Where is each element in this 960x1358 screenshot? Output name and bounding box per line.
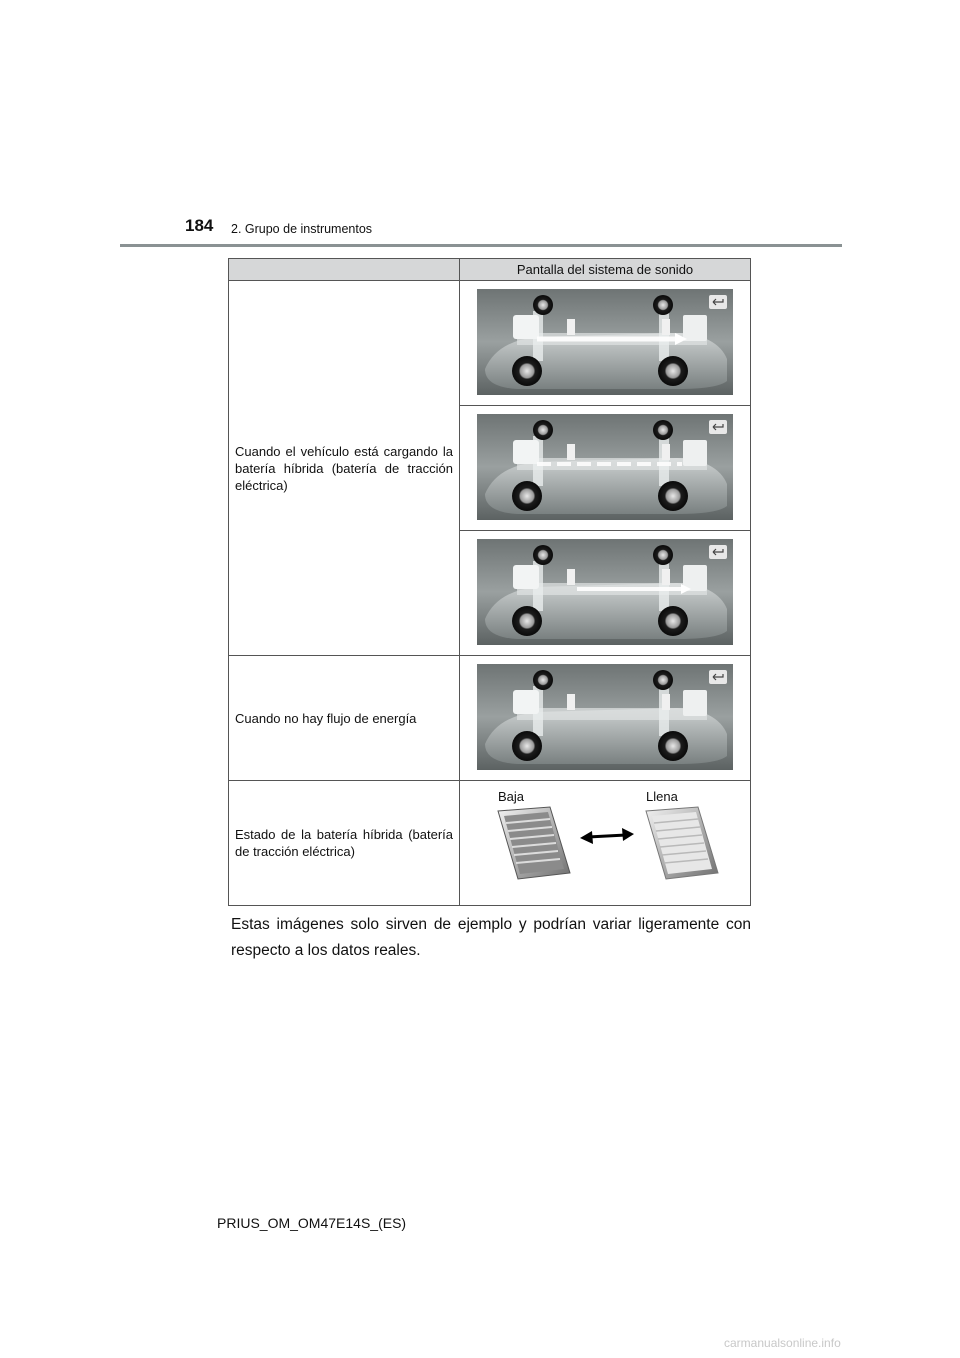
- row-no-flow-description: Cuando no hay flujo de energía: [229, 656, 460, 781]
- charging-flow-image: [477, 539, 733, 645]
- battery-full-icon: [646, 807, 718, 879]
- no-flow-image: [477, 664, 733, 770]
- charging-screen-3: [460, 531, 751, 656]
- table-header-empty: [229, 259, 460, 281]
- battery-low-label: Baja: [498, 789, 525, 804]
- charging-flow-image: [477, 289, 733, 395]
- battery-low-icon: [498, 807, 570, 879]
- row-charging-description: Cuando el vehículo está cargando la batería híbrida (batería de tracción eléctrica): [229, 281, 460, 656]
- watermark: carmanualsonline.info: [724, 1336, 841, 1350]
- disclaimer-note: Estas imágenes solo sirven de ejemplo y podrían variar ligeramente con respecto a los datos reales.: [231, 916, 751, 959]
- section-title: 2. Grupo de instrumentos: [231, 222, 373, 236]
- page-number: 184: [185, 216, 214, 235]
- header-rule: [120, 244, 842, 247]
- table-header-screen: Pantalla del sistema de sonido: [460, 259, 751, 281]
- double-arrow-icon: [580, 828, 634, 844]
- battery-state-graphic: [460, 781, 751, 905]
- row-battery-description: Estado de la batería híbrida (batería de tracción eléctrica): [229, 781, 460, 906]
- footer-code: PRIUS_OM_OM47E14S_(ES): [217, 1215, 407, 1231]
- charging-screen-1: [460, 281, 751, 406]
- charging-flow-image: [477, 414, 733, 520]
- battery-full-label: Llena: [646, 789, 678, 804]
- info-table: [228, 258, 751, 906]
- charging-screen-2: [460, 406, 751, 531]
- no-flow-screen: [460, 656, 751, 781]
- battery-state-cell: [460, 781, 751, 906]
